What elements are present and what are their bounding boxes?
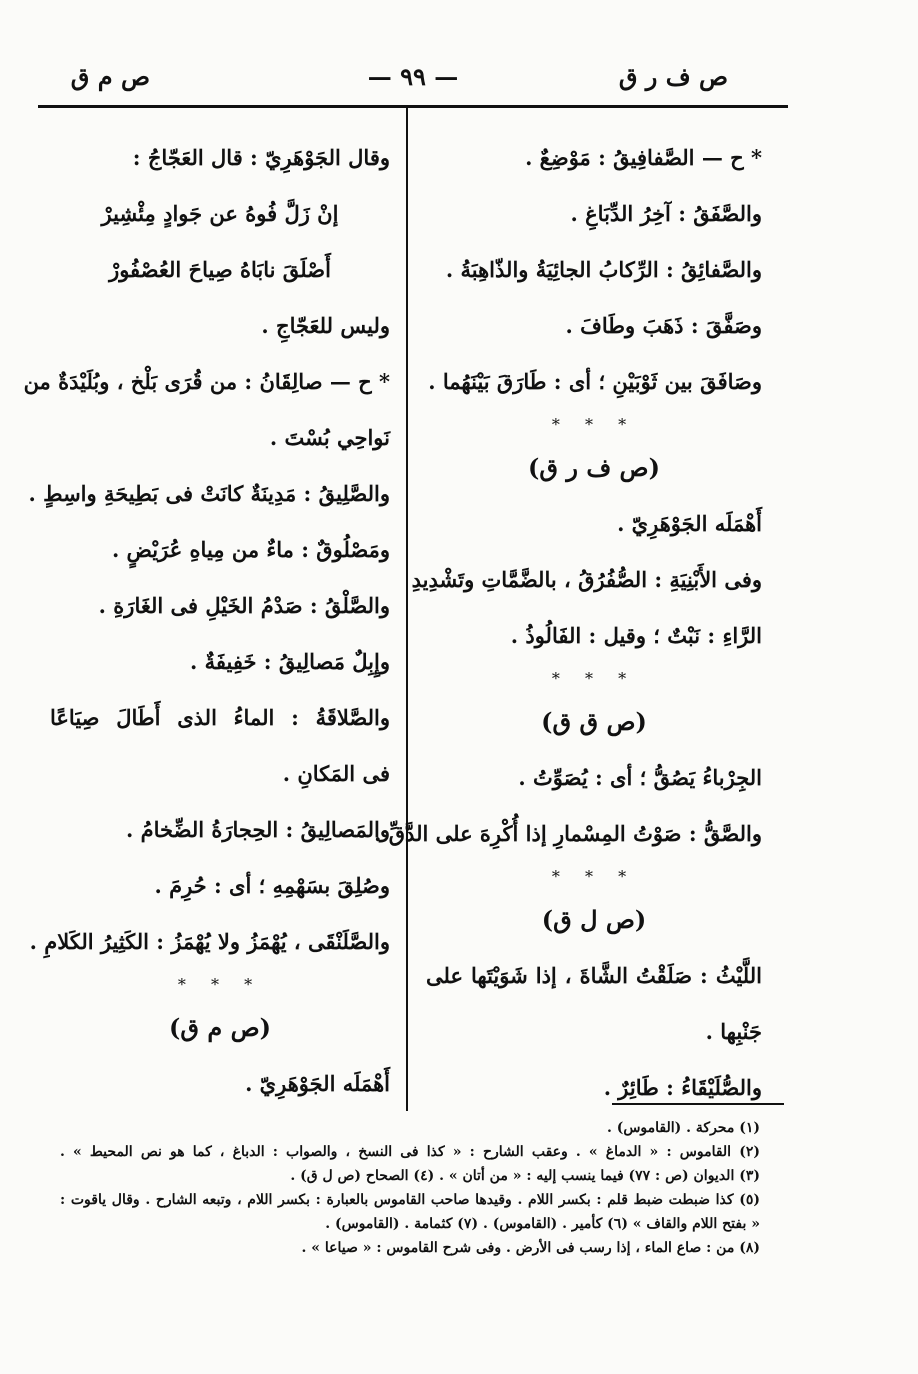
entry-line: والصَّلَنْقَى ، يُهْمَزُ ولا يُهْمَزُ : الكَثِيرُ الكَلامِ . [29, 929, 390, 954]
entry-line: الرَّاءِ : نَبْتٌ ؛ وقيل : الفَالُوذُ . [510, 623, 762, 648]
entry-line: وصَفَّقَ : ذَهَبَ وطَافَ . [565, 313, 762, 338]
entry-line: والصَّفائِقُ : الرِّكابُ الجائِيَةُ والذّاهِبَةُ . [445, 257, 762, 282]
entry-line: نَواحِي بُسْتَ . [269, 425, 390, 450]
footnote-line: (٥) كذا ضبطت ضبط قلم : بكسر اللام . وقيدها صاحب القاموس بالعبارة : بكسر اللام ، وتبعه الشارح . وقال ياقوت : [60, 1192, 760, 1208]
entry-line: * ح — صالِقَانُ : من قُرَى بَلْخ ، وبُلَيْدَةٌ من [23, 369, 390, 394]
entry-line: أَهْمَلَه الجَوْهَرِيّ . [617, 511, 762, 536]
section-separator: * * * [551, 669, 637, 688]
footnotes [60, 1116, 760, 1260]
header-rule [38, 105, 788, 108]
entry-line: أَصْلَقَ نابَاهُ صِياحَ العُصْفُورْ [109, 257, 331, 282]
entry-line: والصَّفَقُ : آخِرُ الدِّبَاغِ . [570, 201, 762, 226]
entry-line: والمَصالِيقُ : الحِجارَةُ الضِّخامُ . [126, 817, 390, 842]
right-column [374, 130, 762, 1116]
entry-line: والصُّلَيْقَاءُ : طَائِرٌ . [603, 1075, 762, 1100]
left-column [23, 130, 390, 1112]
entry-line: والصَّقُّ : صَوْتُ المِسْمارِ إذا أُكْرِهَ على الدَّقِّ . [374, 821, 762, 846]
root-heading: (ص م ق) [169, 1013, 271, 1042]
entry-line: والصَّلاقَةُ : الماءُ الذى أَطَالَ صِيَاعًا [50, 705, 390, 730]
entry-line: الجِرْباءُ يَصُقُّ ؛ أى : يُصَوِّتُ . [518, 765, 762, 790]
footnote-line: (٢) القاموس : « الدماغ » . وعقب الشارح : « كذا فى النسخ ، والصواب : الدباغ ، كما هو نص المحيط » . [60, 1144, 760, 1160]
root-heading: (ص ف ر ق) [528, 453, 660, 482]
page-number: — ٩٩ — [367, 62, 459, 91]
footnote-line: (٣) الديوان (ص : ٧٧) فيما ينسب إليه : « من أتان » . (٤) الصحاح (ص ل ق) . [290, 1168, 760, 1184]
entry-line: وإِبِلٌ مَصالِيقُ : خَفِيفَةٌ . [190, 649, 390, 674]
entry-line: * ح — الصَّفافِيقُ : مَوْضِعٌ . [525, 145, 762, 170]
running-head-right: ص ف ر ق [618, 62, 728, 91]
entry-line: وقال الجَوْهَرِيّ : قال العَجّاجُ : [132, 145, 390, 170]
root-heading: (ص ق ق) [541, 707, 647, 736]
footnote-line: « بفتح اللام والقاف » (٦) كأمير . (القاموس) . (٧) كثمامة . (القاموس) . [325, 1216, 760, 1232]
entry-line: اللَّيْثُ : صَلَقْتُ الشَّاةَ ، إذا شَوَيْتَها على [426, 963, 762, 988]
entry-line: والصَّلِيقُ : مَدِينَةٌ كانَتْ فى بَطِيحَةِ واسِطٍ . [28, 481, 390, 506]
entry-line: وصَافَقَ بين ثَوْبَيْنِ ؛ أى : طَارَقَ بَيْنَهُما . [428, 369, 762, 394]
section-separator: * * * [551, 415, 637, 434]
entry-line: والصَّلْقُ : صَدْمُ الخَيْلِ فى الغَارَةِ . [98, 593, 390, 618]
entry-line: وليس للعَجّاجِ . [261, 313, 390, 338]
footnote-line: (١) محركة . (القاموس) . [606, 1120, 760, 1136]
column-divider [406, 108, 408, 1111]
entry-line: أَهْمَلَه الجَوْهَرِيّ . [245, 1071, 390, 1096]
running-head-left: ص م ق [70, 62, 150, 91]
entry-line: وفى الأَبْنِيَةِ : الصُّفُرُقُ ، بالضَّمَّاتِ وتَشْدِيدِ [411, 567, 762, 592]
entry-line: ومَصْلُوقٌ : ماءٌ من مِياهِ عُرَيْضٍ . [111, 537, 390, 562]
root-heading: (ص ل ق) [541, 905, 647, 934]
section-separator: * * * [177, 975, 263, 994]
entry-line: إنْ زَلَّ فُوهُ عن جَوادٍ مِئْشِيرْ [101, 201, 339, 226]
section-separator: * * * [551, 867, 637, 886]
footnote-line: (٨) من : صاع الماء ، إذا رسب فى الأرض . وفى شرح القاموس : « صياعا » . [301, 1240, 760, 1256]
entry-line: جَنْبِها . [705, 1019, 762, 1044]
entry-line: وصُلِقَ بسَهْمِهِ ؛ أى : حُرِمَ . [154, 873, 390, 898]
entry-line: فى المَكانِ . [282, 761, 390, 786]
